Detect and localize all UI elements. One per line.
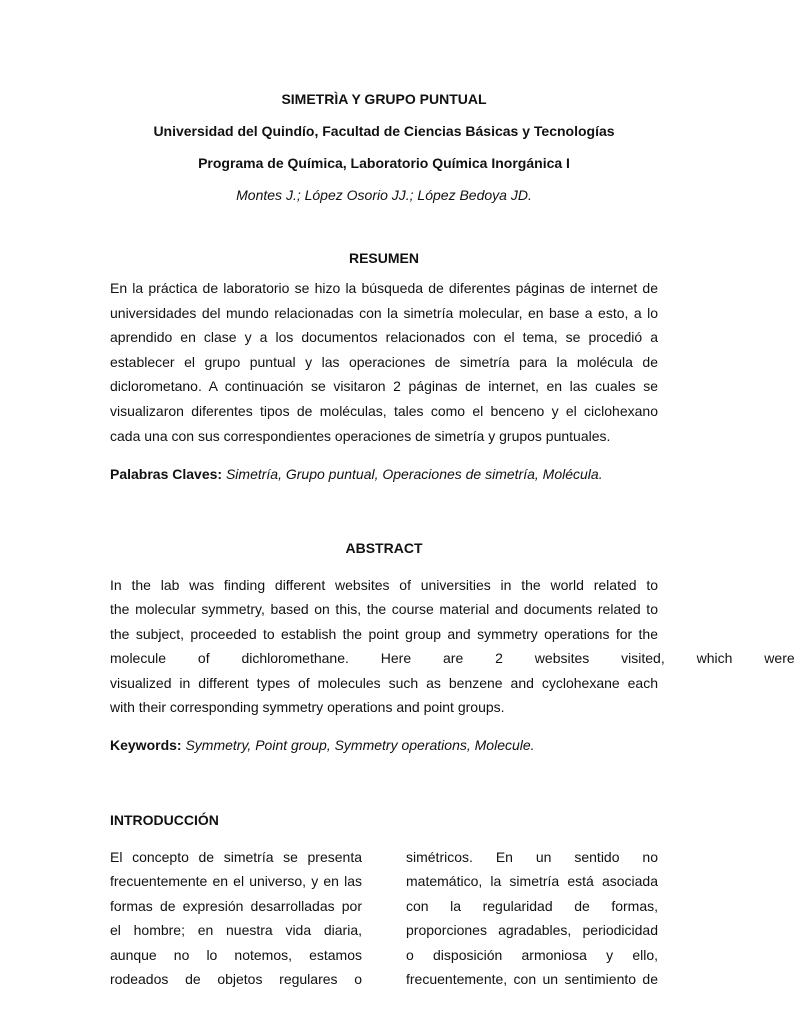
keywords	[110, 736, 670, 754]
introduccion-left-column	[110, 845, 362, 991]
intro-right-line: proporciones agradables, periodicidad	[406, 922, 658, 939]
abstract-line: the molecular symmetry, based on this, the course material and documents related to	[110, 601, 658, 618]
palabras-claves	[110, 465, 670, 483]
keywords-label: Keywords:	[110, 737, 182, 753]
paper-title: SIMETRÌA Y GRUPO PUNTUAL	[281, 91, 487, 107]
intro-left-line: formas de expresión desarrolladas por	[110, 897, 362, 914]
abstract-line: the subject, proceeded to establish the point group and symmetry operations for the	[110, 625, 658, 642]
intro-left-line: el hombre; en nuestra vida diaria,	[110, 922, 362, 939]
resumen-line: establecer el grupo puntual y las operaciones de simetría para la molécula de	[110, 353, 658, 370]
resumen-line: universidades del mundo relacionadas con la simetría molecular, en base a esto, a lo	[110, 304, 658, 321]
institution-line: Universidad del Quindío, Facultad de Ciencias Básicas y Tecnologías	[153, 123, 615, 139]
intro-left-line: rodeados de objetos regulares o	[110, 971, 362, 988]
intro-left-line: El concepto de simetría se presenta	[110, 849, 362, 865]
palabras-claves-label: Palabras Claves:	[110, 466, 223, 482]
resumen-line: diclorometano. A continuación se visitaron 2 páginas de internet, en las cuales se	[110, 378, 658, 395]
abstract-line: molecule of dichloromethane. Here are 2 websites visited, which were	[110, 650, 795, 667]
intro-right-line: matemático, la simetría está asociada	[406, 873, 658, 890]
introduccion-right-column	[406, 845, 658, 991]
intro-right-line: o disposición armoniosa y ello,	[406, 946, 658, 963]
abstract-heading: ABSTRACT	[345, 540, 423, 556]
keywords-text: Symmetry, Point group, Symmetry operations, Molecule.	[185, 737, 535, 753]
resumen-line: aprendido en clase y a los documentos relacionados con el tema, se procedió a	[110, 329, 658, 346]
intro-right-line: simétricos. En un sentido no	[406, 849, 658, 865]
intro-right-line: frecuentemente, con un sentimiento de	[406, 971, 658, 988]
introduccion-heading: INTRODUCCIÓN	[110, 812, 219, 828]
program-line: Programa de Química, Laboratorio Química Inorgánica I	[198, 155, 570, 171]
resumen-line: En la práctica de laboratorio se hizo la búsqueda de diferentes páginas de internet de	[110, 280, 658, 296]
resumen-line: cada una con sus correspondientes operaciones de simetría y grupos puntuales.	[110, 427, 611, 444]
palabras-claves-text: Simetría, Grupo puntual, Operaciones de simetría, Molécula.	[225, 466, 603, 482]
intro-right-line: con la regularidad de formas,	[406, 897, 658, 914]
abstract-paragraph	[110, 573, 795, 719]
abstract-line: In the lab was finding different websites of universities in the world related to	[110, 577, 658, 593]
resumen-paragraph	[110, 276, 658, 448]
intro-left-line: frecuentemente en el universo, y en las	[110, 873, 362, 890]
resumen-line: visualizaron diferentes tipos de moléculas, tales como el benceno y el ciclohexano	[110, 402, 658, 419]
abstract-line: with their corresponding symmetry operations and point groups.	[110, 699, 505, 716]
intro-left-line: aunque no lo notemos, estamos	[110, 946, 362, 963]
resumen-heading: RESUMEN	[348, 250, 419, 266]
abstract-line: visualized in different types of molecules such as benzene and cyclohexane each	[110, 674, 658, 691]
authors-line: Montes J.; López Osorio JJ.; López Bedoya JD.	[236, 187, 532, 203]
